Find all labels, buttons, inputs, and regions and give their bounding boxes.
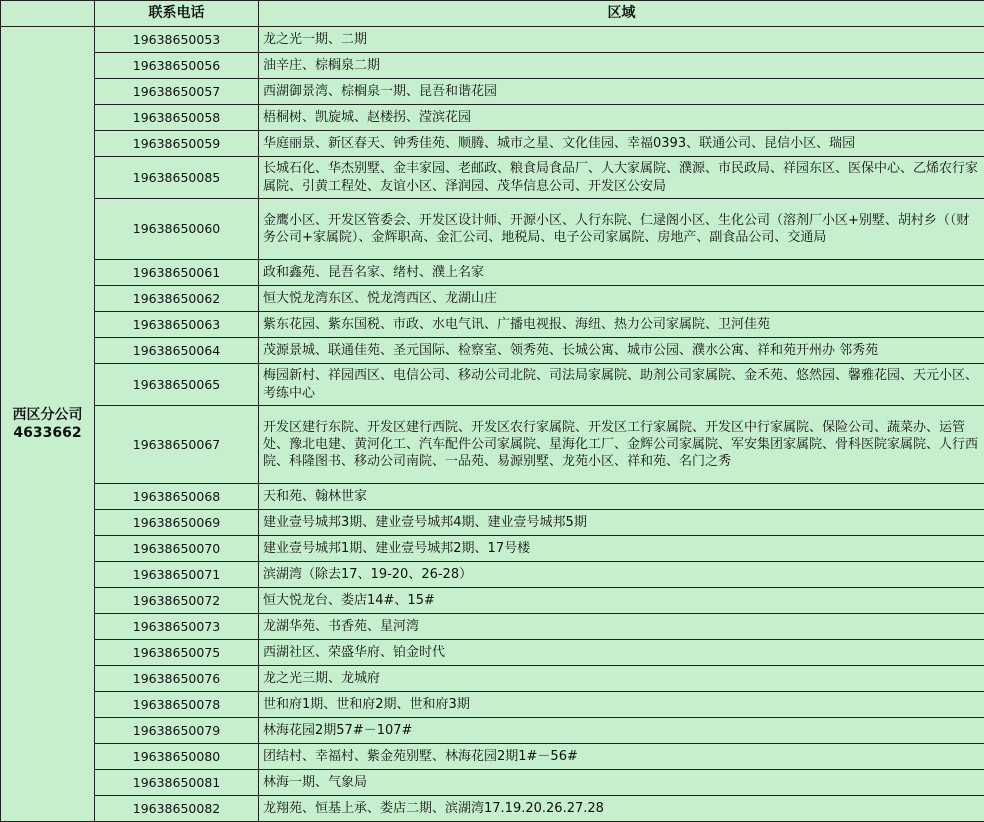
- phone-cell: 19638650075: [95, 640, 259, 666]
- phone-cell: 19638650058: [95, 105, 259, 131]
- table-row: [1, 536, 984, 562]
- phone-cell: 19638650068: [95, 484, 259, 510]
- area-cell: 茂源景城、联通佳苑、圣元国际、检察室、领秀苑、长城公寓、城市公园、濮水公寓、祥和苑开州办 邻秀苑: [259, 338, 984, 364]
- phone-cell: 19638650082: [95, 796, 259, 822]
- table-row: [1, 614, 984, 640]
- table-row: [1, 286, 984, 312]
- phone-cell: 19638650078: [95, 692, 259, 718]
- phone-cell: 19638650056: [95, 53, 259, 79]
- header-row: [1, 1, 984, 27]
- phone-cell: 19638650073: [95, 614, 259, 640]
- phone-cell: 19638650080: [95, 744, 259, 770]
- area-header: 区域: [259, 1, 984, 27]
- phone-cell: 19638650070: [95, 536, 259, 562]
- table-row: [1, 105, 984, 131]
- table-row: [1, 770, 984, 796]
- phone-cell: 19638650081: [95, 770, 259, 796]
- area-cell: 西湖御景湾、棕榈泉一期、昆吾和谐花园: [259, 79, 984, 105]
- area-cell: 油辛庄、棕榈泉二期: [259, 53, 984, 79]
- table-row: [1, 312, 984, 338]
- area-cell: 梧桐树、凯旋城、赵楼拐、滢滨花园: [259, 105, 984, 131]
- table-row: [1, 484, 984, 510]
- phone-cell: 19638650053: [95, 27, 259, 53]
- phone-cell: 19638650072: [95, 588, 259, 614]
- table-row: [1, 692, 984, 718]
- table-row: [1, 260, 984, 286]
- area-cell: 金鹰小区、开发区管委会、开发区设计师、开源小区、人行东院、仁逯阁小区、生化公司（溶剂厂小区+别墅、胡村乡（（财务公司+家属院）、金辉职高、金汇公司、地税局、电子公司家属院、房地产、副食品公司、交通局: [259, 199, 984, 260]
- table-row: [1, 718, 984, 744]
- phone-cell: 19638650085: [95, 157, 259, 199]
- phone-cell: 19638650057: [95, 79, 259, 105]
- table-row: [1, 666, 984, 692]
- phone-cell: 19638650071: [95, 562, 259, 588]
- area-cell: 建业壹号城邦3期、建业壹号城邦4期、建业壹号城邦5期: [259, 510, 984, 536]
- table-row: [1, 796, 984, 822]
- area-cell: 滨湖湾（除去17、19-20、26-28）: [259, 562, 984, 588]
- area-cell: 长城石化、华杰别墅、金丰家园、老邮政、粮食局食品厂、人大家属院、濮源、市民政局、祥园东区、医保中心、乙烯农行家属院、引黄工程处、友谊小区、泽润园、茂华信息公司、开发区公安局: [259, 157, 984, 199]
- phone-cell: 19638650061: [95, 260, 259, 286]
- area-cell: 开发区建行东院、开发区建行西院、开发区农行家属院、开发区工行家属院、开发区中行家属院、保险公司、蔬菜办、运管处、豫北电建、黄河化工、汽车配件公司家属院、星海化工厂、金辉公司家属院、军安集团家属院、骨科医院家属院、人行西院、科隆图书、移动公司南院、一品苑、易源别墅、龙苑小区、祥和苑、名门之秀: [259, 406, 984, 484]
- phone-cell: 19638650069: [95, 510, 259, 536]
- branch-code: 4633662: [3, 424, 92, 442]
- table-row: [1, 53, 984, 79]
- table-row: [1, 79, 984, 105]
- phone-cell: 19638650079: [95, 718, 259, 744]
- table-row: [1, 406, 984, 484]
- area-cell: 龙之光三期、龙城府: [259, 666, 984, 692]
- phone-cell: 19638650059: [95, 131, 259, 157]
- table-row: [1, 588, 984, 614]
- area-cell: 恒大悦龙湾东区、悦龙湾西区、龙湖山庄: [259, 286, 984, 312]
- branch-cell: [1, 27, 95, 822]
- area-cell: 恒大悦龙台、娄店14#、15#: [259, 588, 984, 614]
- area-cell: 天和苑、翰林世家: [259, 484, 984, 510]
- table-row: [1, 640, 984, 666]
- branch-name: 西区分公司: [3, 406, 92, 424]
- blank-header-cell: [1, 1, 95, 27]
- area-cell: 政和鑫苑、昆吾名家、绪村、濮上名家: [259, 260, 984, 286]
- table-row: [1, 562, 984, 588]
- phone-cell: 19638650067: [95, 406, 259, 484]
- phone-cell: 19638650076: [95, 666, 259, 692]
- phone-header: 联系电话: [95, 1, 259, 27]
- area-cell: 龙湖华苑、书香苑、星河湾: [259, 614, 984, 640]
- table-row: [1, 338, 984, 364]
- area-cell: 团结村、幸福村、紫金苑别墅、林海花园2期1#－56#: [259, 744, 984, 770]
- table-row: [1, 157, 984, 199]
- table-row: [1, 27, 984, 53]
- area-cell: 华庭丽景、新区春天、钟秀佳苑、顺腾、城市之星、文化佳园、幸福0393、联通公司、昆信小区、瑞园: [259, 131, 984, 157]
- table-row: [1, 510, 984, 536]
- phone-cell: 19638650064: [95, 338, 259, 364]
- area-cell: 建业壹号城邦1期、建业壹号城邦2期、17号楼: [259, 536, 984, 562]
- phone-cell: 19638650062: [95, 286, 259, 312]
- area-cell: 梅园新村、祥园西区、电信公司、移动公司北院、司法局家属院、助剂公司家属院、金禾苑、悠然园、馨雅花园、天元小区、考练中心: [259, 364, 984, 406]
- table-row: [1, 199, 984, 260]
- area-cell: 西湖社区、荣盛华府、铂金时代: [259, 640, 984, 666]
- phone-cell: 19638650060: [95, 199, 259, 260]
- phone-cell: 19638650065: [95, 364, 259, 406]
- area-cell: 林海花园2期57#－107#: [259, 718, 984, 744]
- area-cell: 林海一期、气象局: [259, 770, 984, 796]
- table-row: [1, 364, 984, 406]
- table-row: [1, 744, 984, 770]
- area-cell: 世和府1期、世和府2期、世和府3期: [259, 692, 984, 718]
- phone-cell: 19638650063: [95, 312, 259, 338]
- table-row: [1, 131, 984, 157]
- area-cell: 紫东花园、紫东国税、市政、水电气讯、广播电视报、海纽、热力公司家属院、卫河佳苑: [259, 312, 984, 338]
- area-cell: 龙翔苑、恒基上承、娄店二期、滨湖湾17.19.20.26.27.28: [259, 796, 984, 822]
- area-cell: 龙之光一期、二期: [259, 27, 984, 53]
